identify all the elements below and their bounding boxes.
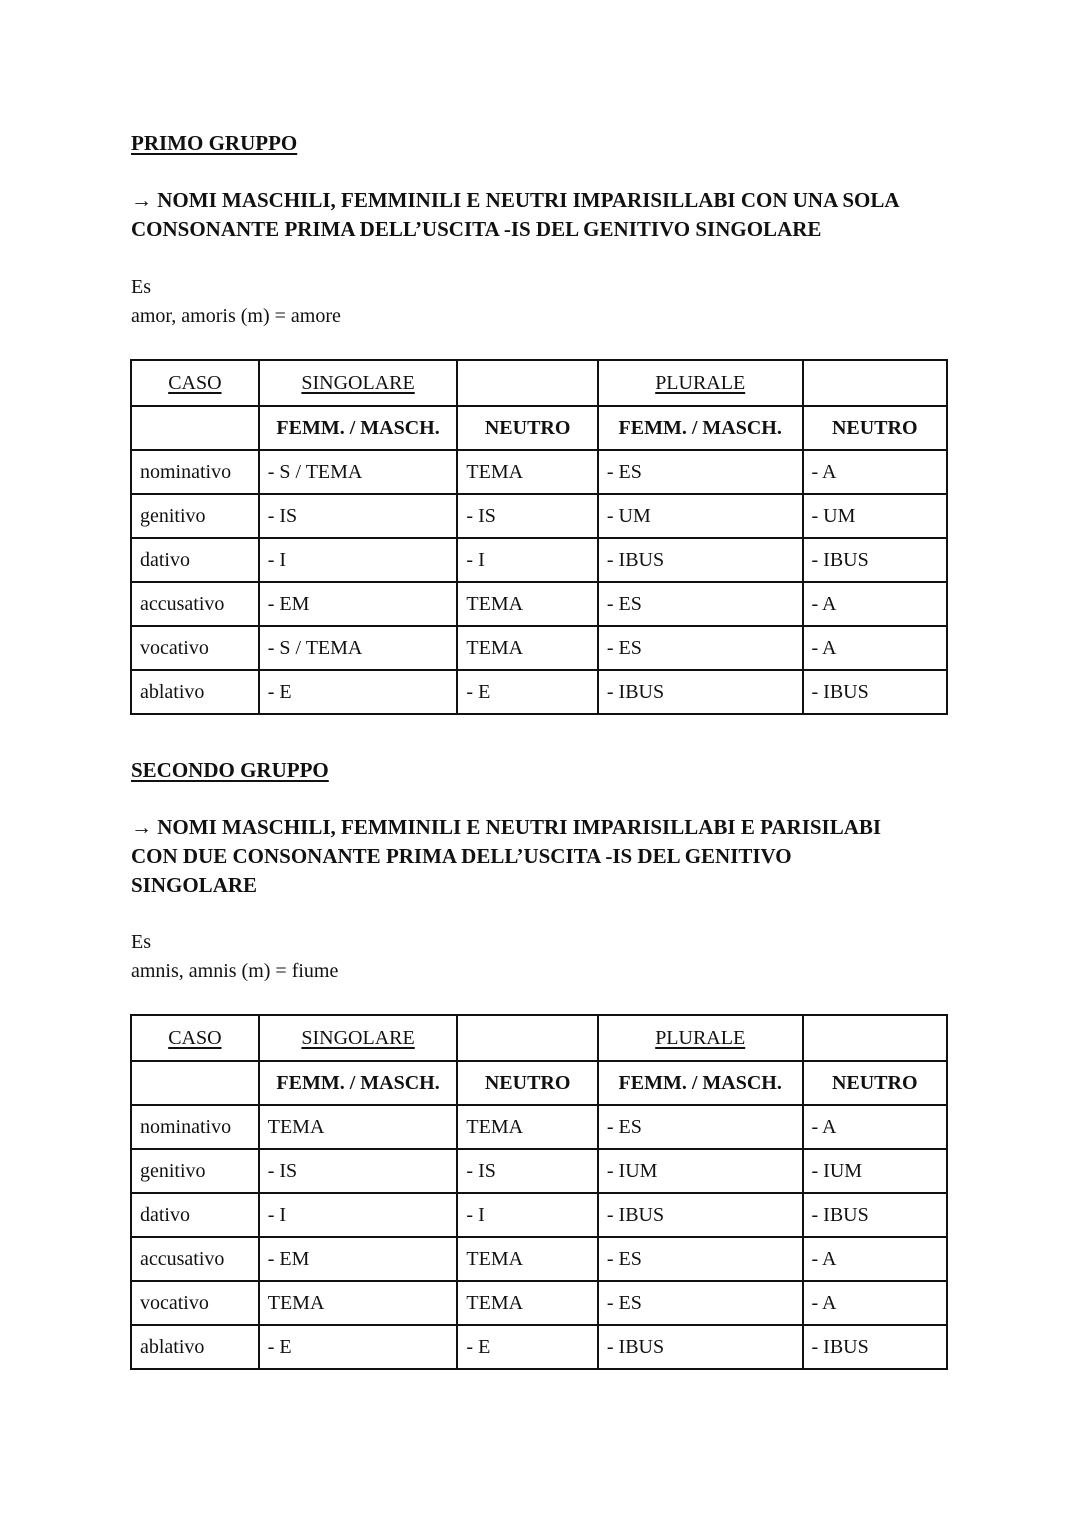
ending-cell: - ES (598, 582, 803, 626)
subheader-sing-fm: FEMM. / MASCH. (259, 406, 458, 450)
ending-cell: TEMA (259, 1105, 458, 1149)
header-plurale: PLURALE (598, 360, 803, 406)
ending-cell: - I (259, 538, 458, 582)
case-name: dativo (131, 538, 259, 582)
table-header-row (131, 1015, 947, 1061)
table-row (131, 1105, 947, 1149)
ending-cell: - EM (259, 582, 458, 626)
ending-cell: - IS (259, 1149, 458, 1193)
ending-cell: - IBUS (598, 538, 803, 582)
description-line: SINGOLARE (131, 873, 258, 897)
ending-cell: - ES (598, 1237, 803, 1281)
ending-cell: - I (457, 1193, 597, 1237)
ending-cell: - IBUS (598, 1193, 803, 1237)
description-line: CONSONANTE PRIMA DELL’USCITA -IS DEL GENITIVO SINGOLARE (131, 217, 822, 241)
ending-cell: - IBUS (598, 670, 803, 714)
ending-cell: TEMA (457, 1237, 597, 1281)
header-empty (803, 360, 948, 406)
table-row (131, 494, 947, 538)
ending-cell: - A (803, 1237, 948, 1281)
example-label: Es (131, 276, 151, 298)
description-line: CON DUE CONSONANTE PRIMA DELL’USCITA -IS DEL GENITIVO (131, 844, 792, 868)
subheader-plur-n: NEUTRO (803, 1061, 948, 1105)
header-empty (803, 1015, 948, 1061)
subheader-sing-fm: FEMM. / MASCH. (259, 1061, 458, 1105)
description-line: → NOMI MASCHILI, FEMMINILI E NEUTRI IMPARISILLABI E PARISILABI (131, 815, 882, 839)
ending-cell: TEMA (457, 1105, 597, 1149)
ending-cell: TEMA (457, 450, 597, 494)
ending-cell: - S / TEMA (259, 450, 458, 494)
ending-cell: - A (803, 1281, 948, 1325)
ending-cell: - A (803, 582, 948, 626)
table-row (131, 1325, 947, 1369)
case-name: ablativo (131, 1325, 259, 1369)
ending-cell: - E (457, 670, 597, 714)
case-name: ablativo (131, 670, 259, 714)
subheader-plur-fm: FEMM. / MASCH. (598, 1061, 803, 1105)
header-caso: CASO (131, 1015, 259, 1061)
subheader-empty (131, 406, 259, 450)
case-name: accusativo (131, 582, 259, 626)
ending-cell: - A (803, 1105, 948, 1149)
example-text: amnis, amnis (m) = fiume (131, 960, 339, 982)
example-label: Es (131, 931, 151, 953)
ending-cell: - ES (598, 626, 803, 670)
section-title-secondo-gruppo: SECONDO GRUPPO (131, 758, 329, 782)
ending-cell: - E (457, 1325, 597, 1369)
ending-cell: - IBUS (803, 538, 948, 582)
table-subheader-row (131, 1061, 947, 1105)
ending-cell: - A (803, 450, 948, 494)
ending-cell: - IUM (803, 1149, 948, 1193)
section-title-primo-gruppo: PRIMO GRUPPO (131, 131, 298, 155)
example-text: amor, amoris (m) = amore (131, 305, 341, 327)
table-row (131, 450, 947, 494)
ending-cell: TEMA (457, 626, 597, 670)
header-caso: CASO (131, 360, 259, 406)
ending-cell: - UM (803, 494, 948, 538)
ending-cell: - E (259, 1325, 458, 1369)
ending-cell: - I (259, 1193, 458, 1237)
header-singolare: SINGOLARE (259, 1015, 458, 1061)
table-subheader-row (131, 406, 947, 450)
ending-cell: - IS (259, 494, 458, 538)
subheader-plur-n: NEUTRO (803, 406, 948, 450)
ending-cell: TEMA (457, 582, 597, 626)
table-row (131, 670, 947, 714)
ending-cell: - IBUS (803, 1193, 948, 1237)
header-empty (457, 360, 597, 406)
header-plurale: PLURALE (598, 1015, 803, 1061)
table-header-row (131, 360, 947, 406)
header-empty (457, 1015, 597, 1061)
ending-cell: TEMA (259, 1281, 458, 1325)
subheader-empty (131, 1061, 259, 1105)
ending-cell: - IBUS (598, 1325, 803, 1369)
ending-cell: - IS (457, 494, 597, 538)
ending-cell: - ES (598, 1105, 803, 1149)
case-name: nominativo (131, 450, 259, 494)
table-row (131, 1237, 947, 1281)
table-row (131, 1193, 947, 1237)
subheader-sing-n: NEUTRO (457, 1061, 597, 1105)
case-name: genitivo (131, 1149, 259, 1193)
ending-cell: - IS (457, 1149, 597, 1193)
ending-cell: - IBUS (803, 1325, 948, 1369)
case-name: dativo (131, 1193, 259, 1237)
declension-table-primo (130, 359, 948, 715)
table-row (131, 582, 947, 626)
table-row (131, 538, 947, 582)
ending-cell: - EM (259, 1237, 458, 1281)
example-block (131, 928, 338, 986)
ending-cell: - I (457, 538, 597, 582)
case-name: accusativo (131, 1237, 259, 1281)
declension-table-secondo (130, 1014, 948, 1370)
table-row (131, 626, 947, 670)
case-name: nominativo (131, 1105, 259, 1149)
example-block (131, 273, 341, 331)
table-row (131, 1281, 947, 1325)
section-description (131, 186, 900, 244)
subheader-plur-fm: FEMM. / MASCH. (598, 406, 803, 450)
ending-cell: - ES (598, 450, 803, 494)
ending-cell: - S / TEMA (259, 626, 458, 670)
ending-cell: - A (803, 626, 948, 670)
ending-cell: - IUM (598, 1149, 803, 1193)
section-description (131, 813, 881, 900)
description-line: → NOMI MASCHILI, FEMMINILI E NEUTRI IMPARISILLABI CON UNA SOLA (131, 188, 900, 212)
table-row (131, 1149, 947, 1193)
ending-cell: - IBUS (803, 670, 948, 714)
subheader-sing-n: NEUTRO (457, 406, 597, 450)
ending-cell: - ES (598, 1281, 803, 1325)
ending-cell: - E (259, 670, 458, 714)
case-name: vocativo (131, 1281, 259, 1325)
case-name: vocativo (131, 626, 259, 670)
ending-cell: - UM (598, 494, 803, 538)
case-name: genitivo (131, 494, 259, 538)
header-singolare: SINGOLARE (259, 360, 458, 406)
ending-cell: TEMA (457, 1281, 597, 1325)
